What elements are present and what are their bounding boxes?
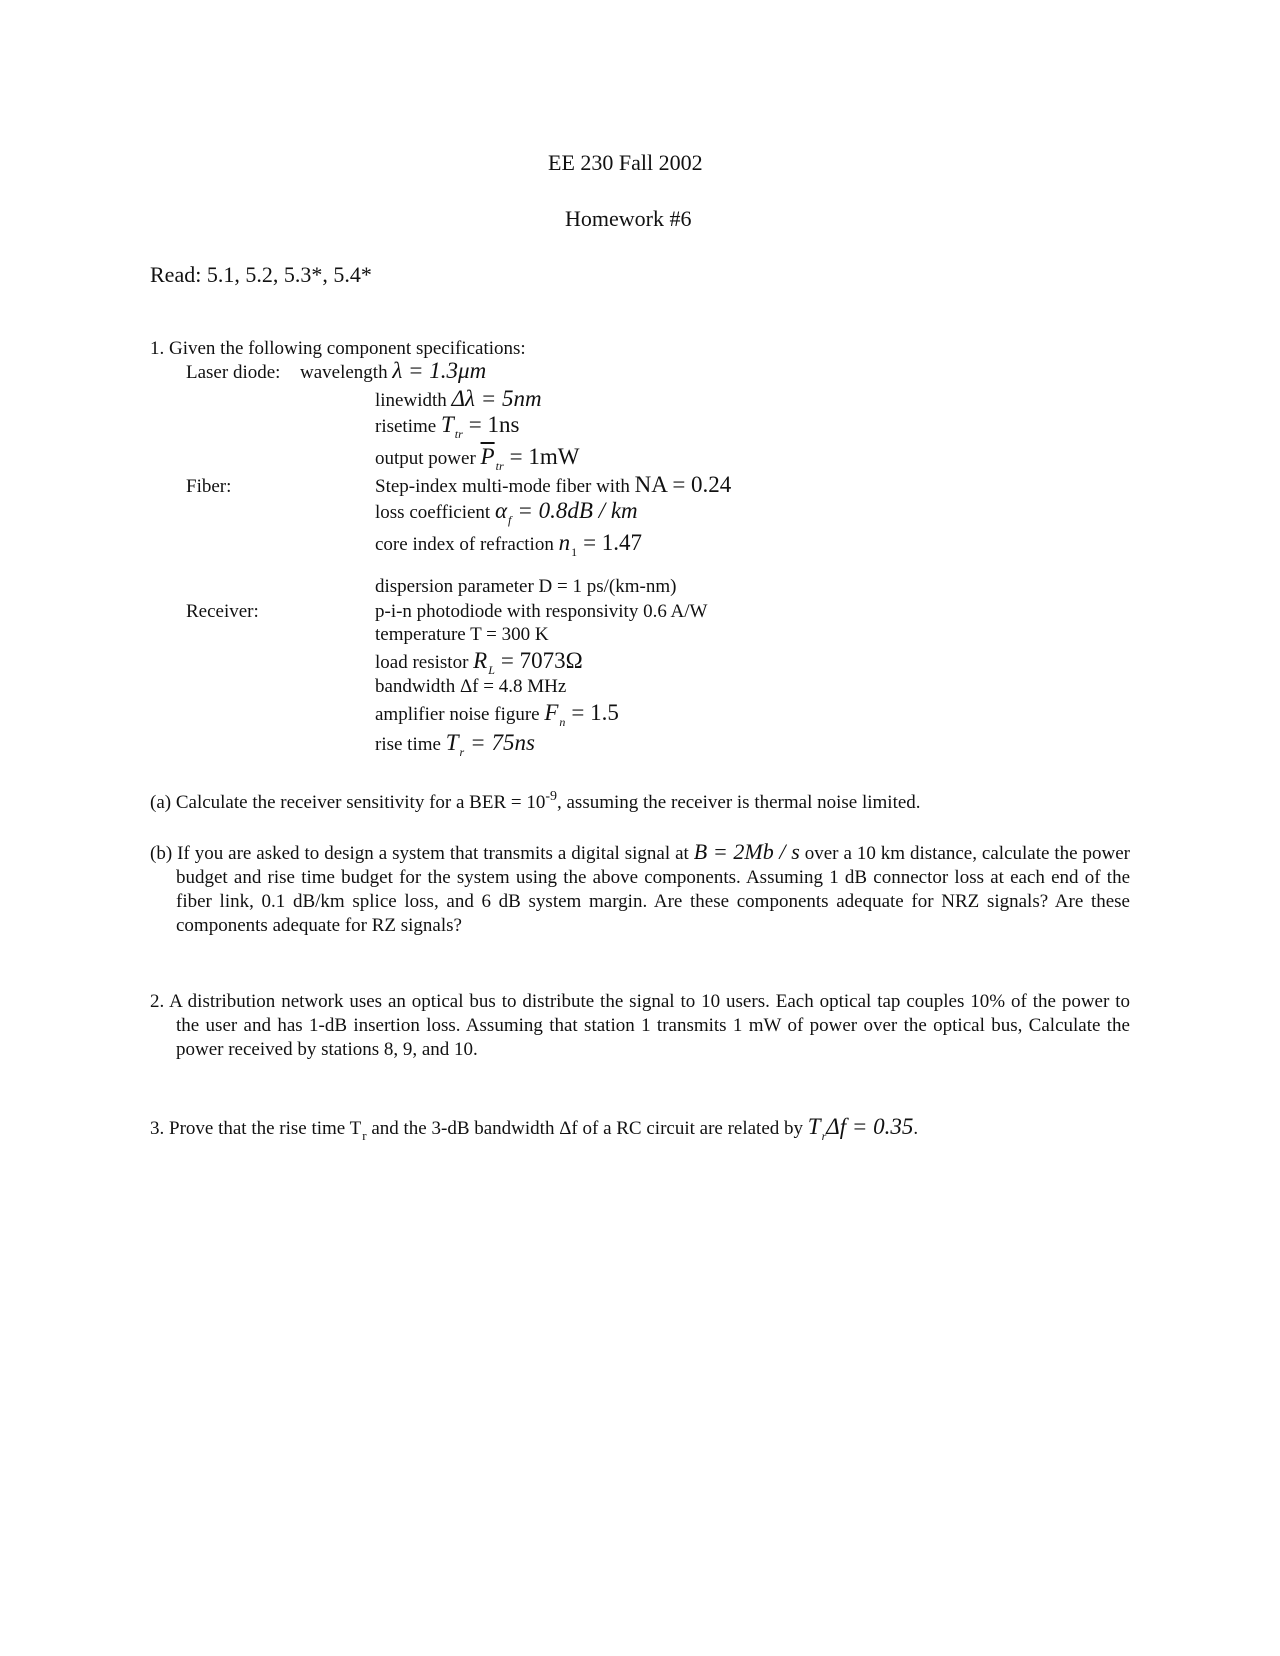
part-a-text: (a) Calculate the receiver sensitivity for a BER = 10 — [150, 792, 546, 813]
rise-sub: r — [459, 745, 465, 759]
receiver-bandwidth: bandwidth Δf = 4.8 MHz — [375, 676, 567, 697]
fiber-core-index — [375, 530, 642, 560]
problem1-part-b — [150, 840, 1130, 938]
fiber-na: NA = 0.24 — [634, 472, 732, 497]
receiver-noise-figure — [375, 700, 619, 730]
loss-sub: f — [508, 513, 512, 527]
noise-value: = 1.5 — [571, 700, 619, 725]
power-sub: tr — [495, 459, 504, 473]
problem3-sub: r — [362, 1128, 367, 1143]
load-value: = 7073Ω — [500, 648, 583, 673]
wavelength-label: wavelength — [300, 362, 388, 383]
fiber-loss — [375, 498, 638, 528]
problem3-equation: Δf = 0.35 — [826, 1114, 914, 1139]
power-value: = 1mW — [509, 444, 580, 469]
noise-var: F — [544, 700, 559, 725]
part-a-text-end: , assuming the receiver is thermal noise limited. — [557, 792, 921, 813]
receiver-rise-time — [375, 730, 535, 760]
risetime-label: risetime — [375, 416, 437, 437]
rise-value: = 75ns — [470, 730, 535, 755]
fiber-type — [375, 472, 731, 498]
noise-label: amplifier noise figure — [375, 704, 540, 725]
risetime-sub: tr — [454, 427, 463, 441]
wavelength-equation: λ = 1.3μm — [392, 358, 487, 383]
fiber-label: Fiber: — [186, 476, 232, 497]
linewidth-label: linewidth — [375, 390, 447, 411]
noise-sub: n — [559, 715, 566, 729]
problem3-eq-sub: r — [821, 1129, 827, 1143]
load-sub: L — [488, 663, 495, 677]
laser-linewidth — [375, 386, 542, 412]
power-label: output power — [375, 448, 476, 469]
loss-var: α — [494, 498, 508, 523]
risetime-var: T — [440, 412, 454, 437]
core-label: core index of refraction — [375, 534, 554, 555]
receiver-photodiode: p-i-n photodiode with responsivity 0.6 A/W — [375, 601, 708, 622]
problem3-text: 3. Prove that the rise time T — [150, 1118, 362, 1139]
laser-label: Laser diode: — [186, 362, 281, 383]
receiver-load — [375, 648, 583, 678]
rise-label: rise time — [375, 734, 441, 755]
rise-var: T — [445, 730, 459, 755]
core-var: n — [558, 530, 571, 555]
core-value: = 1.47 — [583, 530, 643, 555]
laser-output-power — [375, 444, 579, 474]
fiber-type-text: Step-index multi-mode fiber with — [375, 476, 630, 497]
part-b-bitrate: B = 2Mb / s — [693, 839, 800, 864]
problem1-intro: 1. Given the following component specifications: — [150, 338, 526, 359]
reading-assignment: Read: 5.1, 5.2, 5.3*, 5.4* — [150, 262, 372, 287]
receiver-label: Receiver: — [186, 601, 259, 622]
assignment-title: Homework #6 — [565, 206, 692, 231]
fiber-dispersion: dispersion parameter D = 1 ps/(km-nm) — [375, 576, 677, 597]
problem1-part-a — [150, 789, 921, 814]
loss-value: = 0.8dB / km — [517, 498, 638, 523]
loss-label: loss coefficient — [375, 502, 491, 523]
risetime-value: = 1ns — [468, 412, 520, 437]
core-sub: 1 — [571, 545, 578, 559]
course-title: EE 230 Fall 2002 — [548, 150, 703, 175]
problem3-eq-var: T — [807, 1114, 821, 1139]
linewidth-equation: Δλ = 5nm — [451, 386, 542, 411]
laser-risetime — [375, 412, 519, 442]
load-label: load resistor — [375, 652, 469, 673]
laser-wavelength — [300, 358, 486, 384]
load-var: R — [473, 648, 488, 673]
power-var: $\overline{P}$ — [480, 444, 495, 469]
problem3-period: . — [913, 1118, 919, 1139]
ber-exponent: -9 — [545, 789, 557, 804]
receiver-temperature: temperature T = 300 K — [375, 624, 549, 645]
part-b-text: (b) If you are asked to design a system that transmits a digital signal at — [150, 843, 689, 864]
problem3-text-mid: and the 3-dB bandwidth Δf of a RC circuit are related by — [366, 1118, 804, 1139]
problem2: 2. A distribution network uses an optical bus to distribute the signal to 10 users. Each optical tap couples 10% of the power to the user and has 1-dB insertion loss. Assuming that station 1 transmits 1 mW of power over the optical bus, Calculate the power received by stations 8, 9, and 10. — [150, 991, 1130, 1060]
part-b-text-end: over a 10 km distance, calculate the power budget and rise time budget for the system using the above components. Assuming 1 dB connector loss at each end of the fiber link, 0.1 dB/km splice loss, and 6 dB system margin. Are these components adequate for NRZ signals? Are these components adequate for RZ signals? — [176, 843, 1131, 936]
problem3 — [150, 1114, 918, 1144]
